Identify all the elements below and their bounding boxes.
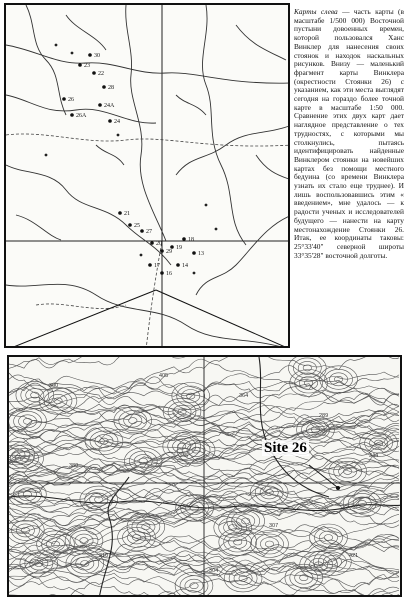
elevation-label: 405 xyxy=(159,373,169,379)
site-number: 14 xyxy=(182,263,188,269)
site-dot xyxy=(92,71,96,75)
bottom-map xyxy=(7,355,402,597)
contour-ring xyxy=(11,520,39,540)
elevation-label: 289 xyxy=(319,413,329,419)
contour-ring xyxy=(219,518,247,538)
elevation-label: 307 xyxy=(269,523,279,529)
contour-ring xyxy=(234,572,252,585)
contour-ring xyxy=(302,420,330,440)
site-number: 18 xyxy=(188,237,194,243)
zoom-lines xyxy=(6,290,290,348)
contour-ring xyxy=(242,518,250,524)
elevation-label: 304 xyxy=(209,568,219,574)
contour-ring xyxy=(18,488,36,501)
site-dot xyxy=(55,44,58,47)
contour-ring xyxy=(44,391,72,411)
grid-lines xyxy=(6,5,290,348)
contour-ring xyxy=(190,505,198,511)
contour-ring xyxy=(129,451,157,471)
site-number: 26 xyxy=(68,97,74,103)
contour-ring xyxy=(365,433,393,453)
site-dot xyxy=(160,249,164,253)
site-dot xyxy=(98,103,102,107)
contour-ring xyxy=(46,538,64,551)
contour-ring xyxy=(295,373,323,393)
site-dot xyxy=(128,223,132,227)
contour-ring xyxy=(71,554,99,574)
contour-ring xyxy=(237,515,255,528)
contour-ring xyxy=(19,415,37,428)
top-map-labels xyxy=(68,53,204,277)
site-number: 22 xyxy=(98,71,104,77)
site-dot xyxy=(192,251,196,255)
contour-ring xyxy=(339,465,357,478)
site-26-marker xyxy=(336,486,340,490)
site-dot xyxy=(148,263,152,267)
site-dot xyxy=(88,53,92,57)
site-dot xyxy=(45,154,48,157)
elevation-label: 310 xyxy=(99,553,109,559)
caption-body: — часть карты (в масштабе 1/500 000) Восточной пустыни довоенных времен, которой пользовался Ханс Винклер для нанесения своих стоянок и находок наскальных рисунков. Внизу — маленький фрагмент карты Винклера (окрестности Стоянки 26) с указанием, как эти места выглядят сегодня на гораздо более точной карте в масштабе 1:50 000. Сравнение этих двух карт дает наглядное представление о тех трудностях, с которыми мы столкнулись, пытаясь идентифицировать найденные Винклером стоянки на новейших картах без помощи местного бедуина (со времени Винклера узнать их стало еще труднее). И лишь воспользовавшись этим « введением», мне удалось — к радости ученых и исследователей будущего — нанести на карту местонахождение Стоянки 26. Итак, ее координаты таковы: xyxy=(294,8,404,243)
contour-ring xyxy=(234,539,242,545)
contour-ring xyxy=(304,380,312,386)
site-number: 30 xyxy=(94,53,100,59)
site-number: 23 xyxy=(84,63,90,69)
contour-ring xyxy=(300,377,318,390)
site-number: 24 xyxy=(114,119,120,125)
contour-ring xyxy=(26,389,44,402)
site-dot xyxy=(193,272,196,275)
contour-ring xyxy=(23,418,31,424)
top-map xyxy=(4,3,290,348)
contour-ring xyxy=(95,497,103,503)
site-dot xyxy=(205,204,208,207)
contour-ring xyxy=(315,528,343,548)
site-dot xyxy=(182,237,186,241)
site-dot xyxy=(140,229,144,233)
elevation-label: 380 xyxy=(69,463,79,469)
contour-ring xyxy=(123,527,151,547)
site-number: 27 xyxy=(146,229,152,235)
wadi-network xyxy=(6,5,290,348)
contour-ring xyxy=(129,418,137,424)
site-number: 13 xyxy=(198,251,204,257)
site-number: 20 xyxy=(156,241,162,247)
site-dot xyxy=(118,211,122,215)
contour-ring xyxy=(80,538,88,544)
site-dot xyxy=(176,263,180,267)
site-dot xyxy=(102,85,106,89)
site-pointer xyxy=(309,465,337,487)
site-number: 29 xyxy=(166,249,172,255)
elevation-label: 421 xyxy=(349,553,359,559)
elevation-label: 364 xyxy=(239,393,249,399)
elevation-label: 344 xyxy=(369,453,379,459)
caption-coords-east: 33°35'28" восточной долготы. xyxy=(294,250,388,260)
site-number: 24A xyxy=(104,103,115,109)
contour-ring xyxy=(298,361,316,374)
site-number: 19 xyxy=(176,245,182,251)
contour-ring xyxy=(124,448,162,475)
site-dot xyxy=(140,254,143,257)
site-dot xyxy=(71,52,74,55)
site-dot xyxy=(160,271,164,275)
site-dot xyxy=(215,228,218,231)
site-dot xyxy=(62,97,66,101)
contour-ring xyxy=(229,568,257,588)
contour-map-drawing xyxy=(9,357,402,597)
contour-ring xyxy=(324,535,332,541)
top-map-drawing xyxy=(6,5,290,348)
contour-ring xyxy=(374,440,382,446)
caption-lead: Карты слева xyxy=(294,8,338,16)
contour-ring xyxy=(334,376,342,382)
site-dot xyxy=(70,113,74,117)
contour-ring xyxy=(114,407,152,434)
site-dot xyxy=(108,119,112,123)
map-caption xyxy=(294,8,404,343)
site-dot xyxy=(150,241,154,245)
site-dot xyxy=(78,63,82,67)
contour-ring xyxy=(256,534,284,554)
site-26-label: Site 26 xyxy=(264,440,307,456)
site-number: 17 xyxy=(154,263,160,269)
contour-ring xyxy=(224,532,252,552)
contour-ring xyxy=(185,579,203,592)
site-number: 28 xyxy=(108,85,114,91)
site-number: 25 xyxy=(134,223,140,229)
site-number: 21 xyxy=(124,211,130,217)
elevation-label: 345 xyxy=(179,453,189,459)
contour-ring xyxy=(13,484,41,504)
contour-ring xyxy=(229,536,247,549)
site-number: 26A xyxy=(76,113,87,119)
contour-ring xyxy=(124,414,142,427)
contour-ring xyxy=(265,541,273,547)
site-dot xyxy=(117,134,120,137)
elevation-label: 360 xyxy=(49,383,59,389)
caption-coords-north: 25°33'40" северной широты xyxy=(294,241,404,251)
site-number: 16 xyxy=(166,271,172,277)
